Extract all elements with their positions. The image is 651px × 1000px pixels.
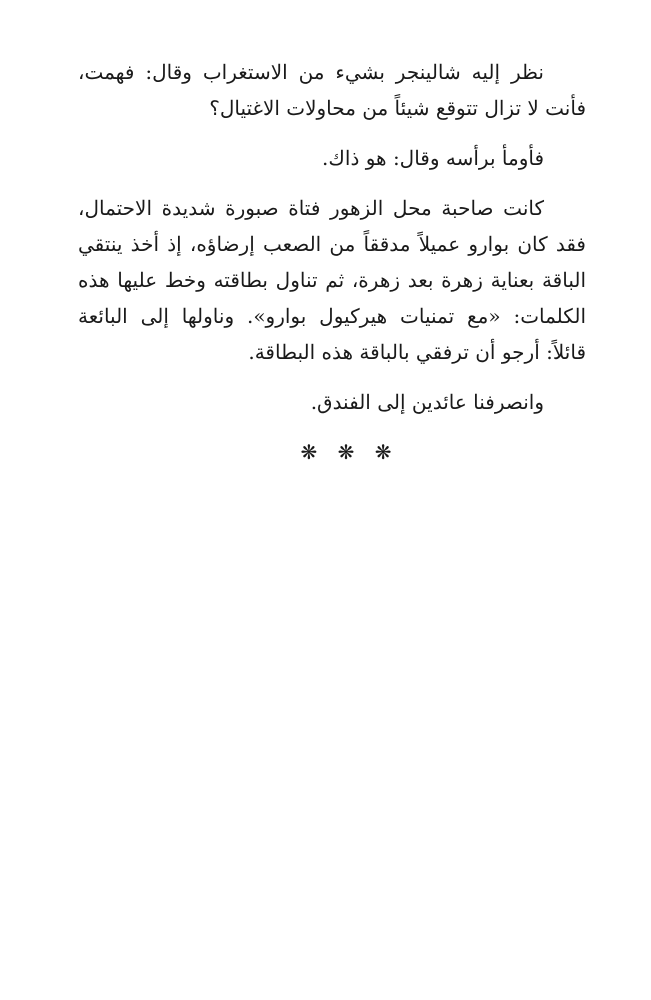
paragraph-3: كانت صاحبة محل الزهور فتاة صبورة شديدة الاحتمال، فقد كان بوارو عميلاً مدققاً من الصعب إرضاؤه، إذ أخذ ينتقي الباقة بعناية زهرة بعد زهرة، ثم تناول بطاقته وخط عليها هذه الكلمات: «مع تمنيات هيركيول بوارو». وناولها إلى البائعة قائلاً: أرجو أن ترفقي بالباقة هذه البطاقة. xyxy=(78,196,586,364)
paragraph-2: فأومأ برأسه وقال: هو ذاك. xyxy=(322,146,544,170)
paragraph-4: وانصرفنا عائدين إلى الفندق. xyxy=(310,390,544,414)
section-separator: ❋ ❋ ❋ xyxy=(300,440,392,464)
paragraph-1: نظر إليه شالينجر بشيء من الاستغراب وقال: فهمت، فأنت لا تزال تتوقع شيئاً من محاولات الاغتيال؟ xyxy=(78,60,586,120)
book-page xyxy=(78,54,586,470)
